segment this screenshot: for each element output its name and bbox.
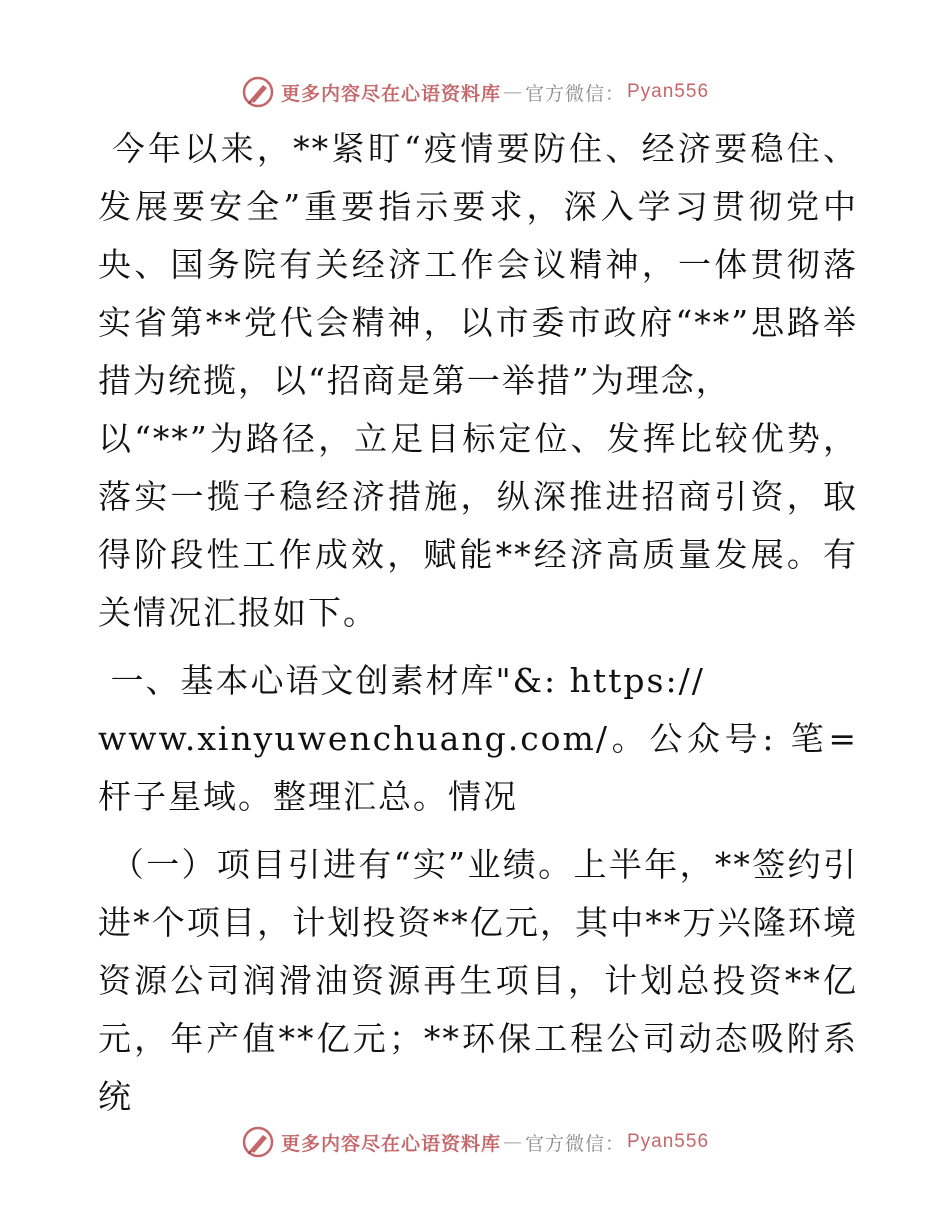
banner-wechat-id: Pyan556: [627, 1131, 710, 1152]
header-watermark-banner: [0, 72, 950, 112]
banner-sub-text: 官方微信：: [524, 82, 625, 105]
footer-watermark-banner: [0, 1122, 950, 1162]
banner-dash: —: [502, 81, 523, 103]
banner-main-text: 更多内容尽在心语资料库: [280, 1132, 501, 1155]
pen-logo-icon: [241, 1125, 275, 1159]
banner-dash: —: [502, 1131, 523, 1153]
section-heading: 一、基本心语文创素材库"&: https:// www.xinyuwenchuang.com/。公众号: 笔=杆子星域。整理汇总。情况: [98, 661, 858, 816]
banner-wechat-id: Pyan556: [627, 81, 710, 102]
subsection-paragraph: （一）项目引进有“实”业绩。上半年，**签约引进*个项目，计划投资**亿元，其中**万兴隆环境资源公司润滑油资源再生项目，计划总投资**亿元，年产值**亿元；**环保工程公司动态吸附系统: [98, 845, 858, 1116]
document-body: [98, 120, 858, 1126]
header-banner-text: [281, 79, 709, 106]
banner-main-text: 更多内容尽在心语资料库: [280, 82, 501, 105]
banner-sub-text: 官方微信：: [524, 1132, 625, 1155]
intro-paragraph: 今年以来，**紧盯“疫情要防住、经济要稳住、发展要安全”重要指示要求，深入学习贯彻党中央、国务院有关经济工作会议精神，一体贯彻落实省第**党代会精神，以市委市政府“**”思路举措为统揽，以“招商是第一举措”为理念， 以“**”为路径，立足目标定位、发挥比较优势，落实一揽子稳经济措施，纵深推进招商引资，取得阶段性工作成效，赋能**经济高质量发展。有关情况汇报如下。: [98, 129, 858, 632]
pen-logo-icon: [241, 75, 275, 109]
footer-banner-text: [281, 1129, 709, 1156]
